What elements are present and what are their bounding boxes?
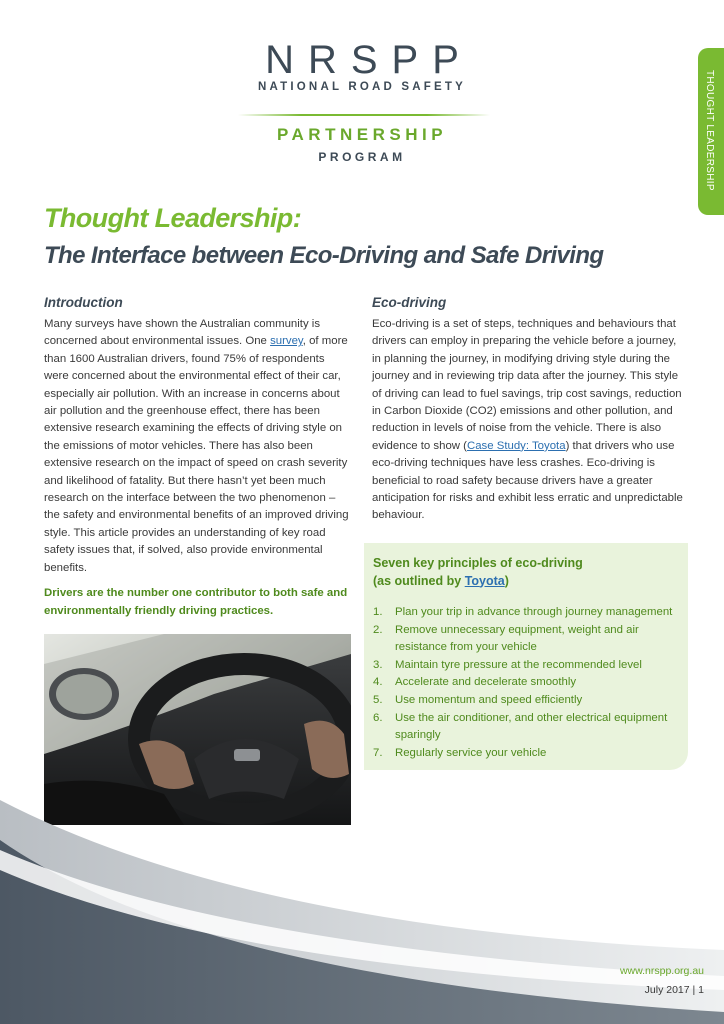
list-item-text: Remove unnecessary equipment, weight and air resistance from your vehicle — [395, 623, 639, 654]
list-item — [373, 657, 685, 675]
logo-wordmark: NRSPP — [265, 38, 473, 82]
list-item-number: 5. — [373, 693, 383, 706]
principles-title-after: ) — [504, 573, 509, 588]
list-item-number: 4. — [373, 676, 383, 689]
principles-title-line1: Seven key principles of eco-driving — [373, 556, 583, 570]
case-study-toyota-link[interactable]: Case Study: Toyota — [466, 439, 566, 452]
eco-text-before: Eco-driving is a set of steps, techniques and behaviours that drivers can employ in preparing the vehicle before a journey, in planning the journey, in modifying driving style during the journey and in reviewing trip data after the journey. This style of driving can lead to fuel savings, trip cost savings, reduction in Carbon Dioxide (CO2) emissions and other pollution, and reduction in levels of noise from the vehicle. There is also evidence to show ( — [372, 318, 682, 452]
logo-partnership: PARTNERSHIP — [276, 125, 448, 144]
intro-text-before: Many surveys have shown the Australian community is concerned about environmental issues. One — [44, 318, 321, 348]
principles-box-title — [373, 555, 583, 590]
eco-text-after: ) that drivers who use eco-driving techniques have less crashes. Eco-driving is beneficial to road safety because drivers have a greater anticipation for risks and exhibit less erratic and unpredictable behaviour. — [372, 439, 683, 522]
eco-driving-paragraph — [372, 316, 684, 525]
introduction-heading: Introduction — [44, 295, 123, 310]
intro-callout: Drivers are the number one contributor to both safe and environmentally friendly driving practices. — [44, 587, 348, 617]
list-item-number: 1. — [373, 606, 383, 618]
list-item-text: Regularly service your vehicle — [395, 746, 547, 759]
logo-program: PROGRAM — [318, 150, 406, 164]
page-title-line1: Thought Leadership: — [44, 203, 302, 233]
list-item — [373, 622, 685, 657]
list-item-text: Maintain tyre pressure at the recommended level — [395, 658, 642, 671]
eco-driving-section — [372, 295, 684, 525]
list-item — [373, 604, 685, 622]
logo-divider — [238, 114, 490, 116]
introduction-paragraph — [44, 316, 349, 577]
principles-list — [373, 604, 685, 762]
principles-box — [364, 543, 688, 770]
list-item-number: 6. — [373, 711, 383, 724]
list-item — [373, 674, 685, 692]
logo-subtitle: NATIONAL ROAD SAFETY — [258, 81, 466, 93]
side-tab — [698, 48, 724, 215]
list-item-text: Use the air conditioner, and other electrical equipment sparingly — [395, 711, 668, 742]
side-tab-label: THOUGHT LEADERSHIP — [704, 70, 715, 191]
list-item — [373, 710, 685, 745]
list-item — [373, 692, 685, 710]
introduction-section — [44, 295, 349, 620]
list-item-text: Use momentum and speed efficiently — [395, 693, 583, 706]
list-item-text: Accelerate and decelerate smoothly — [395, 676, 577, 689]
list-item-text: Plan your trip in advance through journey management — [395, 606, 673, 618]
list-item — [373, 745, 685, 763]
intro-text-after: , of more than 1600 Australian drivers, found 75% of respondents were concerned about the environmental effect of their car, especially air pollution. With an increase in concerns about air pollution and the greenhouse effect, there has been extensive research examining the effects of driving style on the emissions of motor vehicles. There has also been extensive research on the impact of speed on crash severity and likelihood of fatality. But there hasn’t yet been much research on the interface between the two phenomenon – the safety and environmental benefits of an improved driving style. This article provides an understanding of key road safety issues that, if solved, also provide environmental benefits. — [44, 335, 349, 574]
eco-driving-heading: Eco-driving — [372, 295, 447, 310]
list-item-number: 2. — [373, 623, 383, 636]
toyota-link[interactable]: Toyota — [464, 573, 505, 588]
footer-url[interactable]: www.nrspp.org.au — [619, 965, 704, 977]
list-item-number: 7. — [373, 746, 383, 759]
footer-date-page: July 2017 | 1 — [644, 984, 704, 996]
page-title-line2: The Interface between Eco-Driving and Safe Driving — [44, 242, 604, 269]
principles-title-before: (as outlined by — [373, 573, 465, 588]
list-item-number: 3. — [373, 658, 383, 671]
survey-link[interactable]: survey — [270, 335, 303, 348]
